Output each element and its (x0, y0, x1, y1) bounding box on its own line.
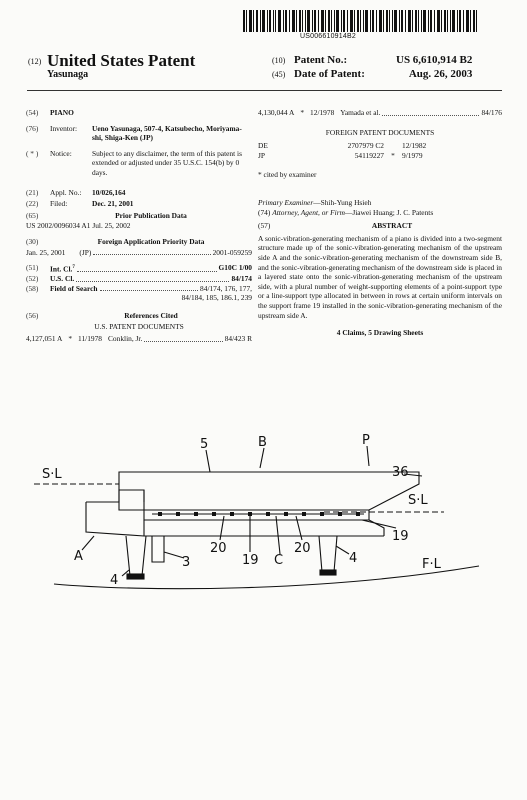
appl-number: 10/026,164 (92, 187, 126, 197)
primary-examiner (258, 198, 502, 208)
foreign-star (384, 141, 402, 151)
label-5: 5 (200, 437, 209, 452)
label-4-left: 4 (110, 573, 119, 588)
ref-number: 4,127,051 A (26, 334, 63, 344)
priority-number: 2001-059259 (212, 247, 252, 257)
foreign-date: 9/1979 (402, 150, 423, 160)
prior-pub-heading (26, 211, 252, 221)
ref-name: Conklin, Jr. (108, 334, 143, 344)
piano-drawing (24, 424, 494, 599)
ref-row-1 (26, 334, 252, 344)
ref-number: 4,130,044 A (258, 108, 295, 117)
code-notice: ( * ) (26, 148, 39, 158)
code-56: (56) (26, 310, 39, 320)
filed-label: Filed: (50, 199, 68, 209)
document-type-title: United States Patent (47, 51, 196, 70)
notice-label: Notice: (50, 148, 72, 158)
inventor-value (92, 124, 252, 143)
priority-title: Foreign Application Priority Data (97, 236, 205, 246)
field-search-value-2: 84/184, 185, 186.1, 239 (181, 293, 252, 303)
ref-class: 84/423 R (224, 334, 252, 344)
abstract-text: A sonic-vibration-generating mechanism of a piano is divided into a two-segment structure made up of the sonic-vibration-generating mechanism of the upstream side A and the sonic-vibration-generating mechanism of the downstream side B, and the sonic-vibration-generating mechanism of the downstream side is placed in a layered state onto the sonic-vibration-generating mechanism of the upstream side, with a plural number of weight-supporting elements of a point-support type or a line-support type allocated in between in rows at certain uniform intervals on the support frame 19 installed in the sonic-vibration-generating mechanism of the upstream side A. (258, 233, 502, 320)
patent-number-row (272, 54, 472, 68)
inventor-label: Inventor: (50, 123, 78, 133)
agent-label: Attorney, Agent, or Firm (272, 207, 345, 217)
attorney-agent (258, 208, 502, 218)
filed-field (26, 199, 252, 209)
examiner-label: Primary Examiner (258, 197, 314, 207)
code-51: (51) (26, 263, 39, 273)
left-column (26, 108, 252, 344)
int-cl-field (26, 263, 252, 274)
code-45: (45) (272, 70, 286, 79)
label-4-right: 4 (349, 551, 358, 566)
us-cl-value: 84/174 (231, 274, 252, 284)
patent-date-row (272, 68, 472, 82)
code-54: (54) (26, 108, 39, 117)
label-c: C (274, 553, 284, 568)
foreign-number: 54119227 (354, 150, 384, 160)
body-downstream-b (119, 472, 419, 510)
ref-row-2 (258, 108, 502, 118)
refs-title: References Cited (124, 310, 178, 320)
barcode-image (243, 10, 477, 32)
title-field (26, 108, 252, 118)
examiner-name: —Shih-Yung Hsieh (313, 197, 372, 207)
code-21: (21) (26, 187, 39, 197)
label-sl-2: S·L (408, 493, 428, 508)
barcode-number: US006610914B2 (300, 33, 356, 40)
code-74: (74) (258, 207, 271, 217)
foreign-number: 2707979 C2 (347, 141, 384, 151)
foreign-docs-title: FOREIGN PATENT DOCUMENTS (325, 127, 435, 137)
us-cl-field (26, 274, 252, 284)
code-76: (76) (26, 123, 39, 133)
foreign-date: 12/1982 (402, 141, 427, 151)
prior-pub-title: Prior Publication Data (115, 210, 187, 220)
ref-date: 11/1978 (78, 334, 102, 344)
refs-heading (26, 311, 252, 321)
field-search-label: Field of Search (50, 283, 98, 293)
foreign-row-de (258, 141, 502, 151)
int-cl-label: Int. Cl. (50, 264, 73, 274)
cited-by-examiner: * cited by examiner (258, 170, 317, 180)
case-rim (119, 510, 369, 520)
code-22: (22) (26, 199, 39, 209)
prior-pub-value: US 2002/0096034 A1 Jul. 25, 2002 (26, 221, 131, 231)
code-58: (58) (26, 283, 39, 293)
invention-title: PIANO (50, 108, 74, 117)
ref-date: 12/1978 (310, 108, 335, 117)
code-52: (52) (26, 274, 39, 284)
code-12: (12) (28, 57, 42, 66)
priority-heading (26, 237, 252, 247)
code-57: (57) (258, 221, 271, 231)
rear-leg (319, 536, 337, 572)
filed-date: Dec. 21, 2001 (92, 199, 134, 209)
ref-star: * (68, 334, 73, 344)
foreign-country: JP (258, 150, 265, 160)
field-search-value: 84/174, 176, 177, (200, 283, 252, 293)
code-30: (30) (26, 236, 39, 246)
ref-star: * (300, 108, 305, 117)
label-3: 3 (182, 555, 191, 570)
us-cl-label: U.S. Cl. (50, 274, 75, 284)
int-cl-value: G10C 1/00 (218, 263, 252, 273)
label-20-left: 20 (210, 541, 227, 556)
label-19-right: 19 (392, 529, 409, 544)
inventor-surname: Yasunaga (47, 69, 89, 80)
pedal-lyre (152, 536, 164, 562)
foreign-row-jp (258, 151, 502, 161)
int-cl-sup: 7 (72, 265, 75, 271)
abstract-heading (258, 221, 502, 231)
us-docs-title: U.S. PATENT DOCUMENTS (94, 321, 184, 331)
label-20-right: 20 (294, 541, 311, 556)
inventor-text: Ueno Yasunaga, 507-4, Katsubecho, Moriyama-shi, Shiga-Ken (JP) (92, 123, 242, 143)
agent-name: —Jiawei Huang; J. C. Patents (344, 207, 434, 217)
ref-name: Yamada et al. (340, 108, 381, 117)
label-p: P (362, 433, 370, 448)
right-column (258, 108, 502, 338)
priority-country: (JP) (79, 247, 92, 257)
notice-field (26, 149, 252, 178)
label-sl-1: S·L (42, 467, 62, 482)
appl-label: Appl. No.: (50, 187, 82, 197)
field-search (26, 284, 252, 294)
priority-date: Jan. 25, 2001 (26, 247, 66, 257)
foreign-star: * (391, 150, 395, 160)
label-19-center: 19 (242, 553, 259, 568)
notice-text: Subject to any disclaimer, the term of this patent is extended or adjusted under 35 U.S.C. 154(b) by 0 days. (92, 148, 242, 177)
label-fl: F·L (422, 557, 441, 572)
label-a: A (74, 549, 83, 564)
patent-no-label: Patent No.: (294, 54, 348, 66)
patent-date: Aug. 26, 2003 (408, 68, 473, 80)
code-65: (65) (26, 210, 39, 220)
label-36: 36 (392, 465, 409, 480)
ref-class: 84/176 (481, 108, 502, 117)
abstract-title: ABSTRACT (371, 221, 413, 231)
date-label: Date of Patent: (294, 68, 365, 80)
inventor-field (26, 124, 252, 143)
header-rule (27, 90, 502, 91)
appl-field (26, 188, 252, 198)
claims-summary: 4 Claims, 5 Drawing Sheets (336, 328, 424, 338)
foreign-country: DE (258, 141, 268, 151)
header-patent-info (272, 54, 472, 82)
priority-row (26, 248, 252, 258)
code-10: (10) (272, 56, 286, 65)
label-b: B (258, 435, 267, 450)
patent-number: US 6,610,914 B2 (396, 54, 473, 66)
